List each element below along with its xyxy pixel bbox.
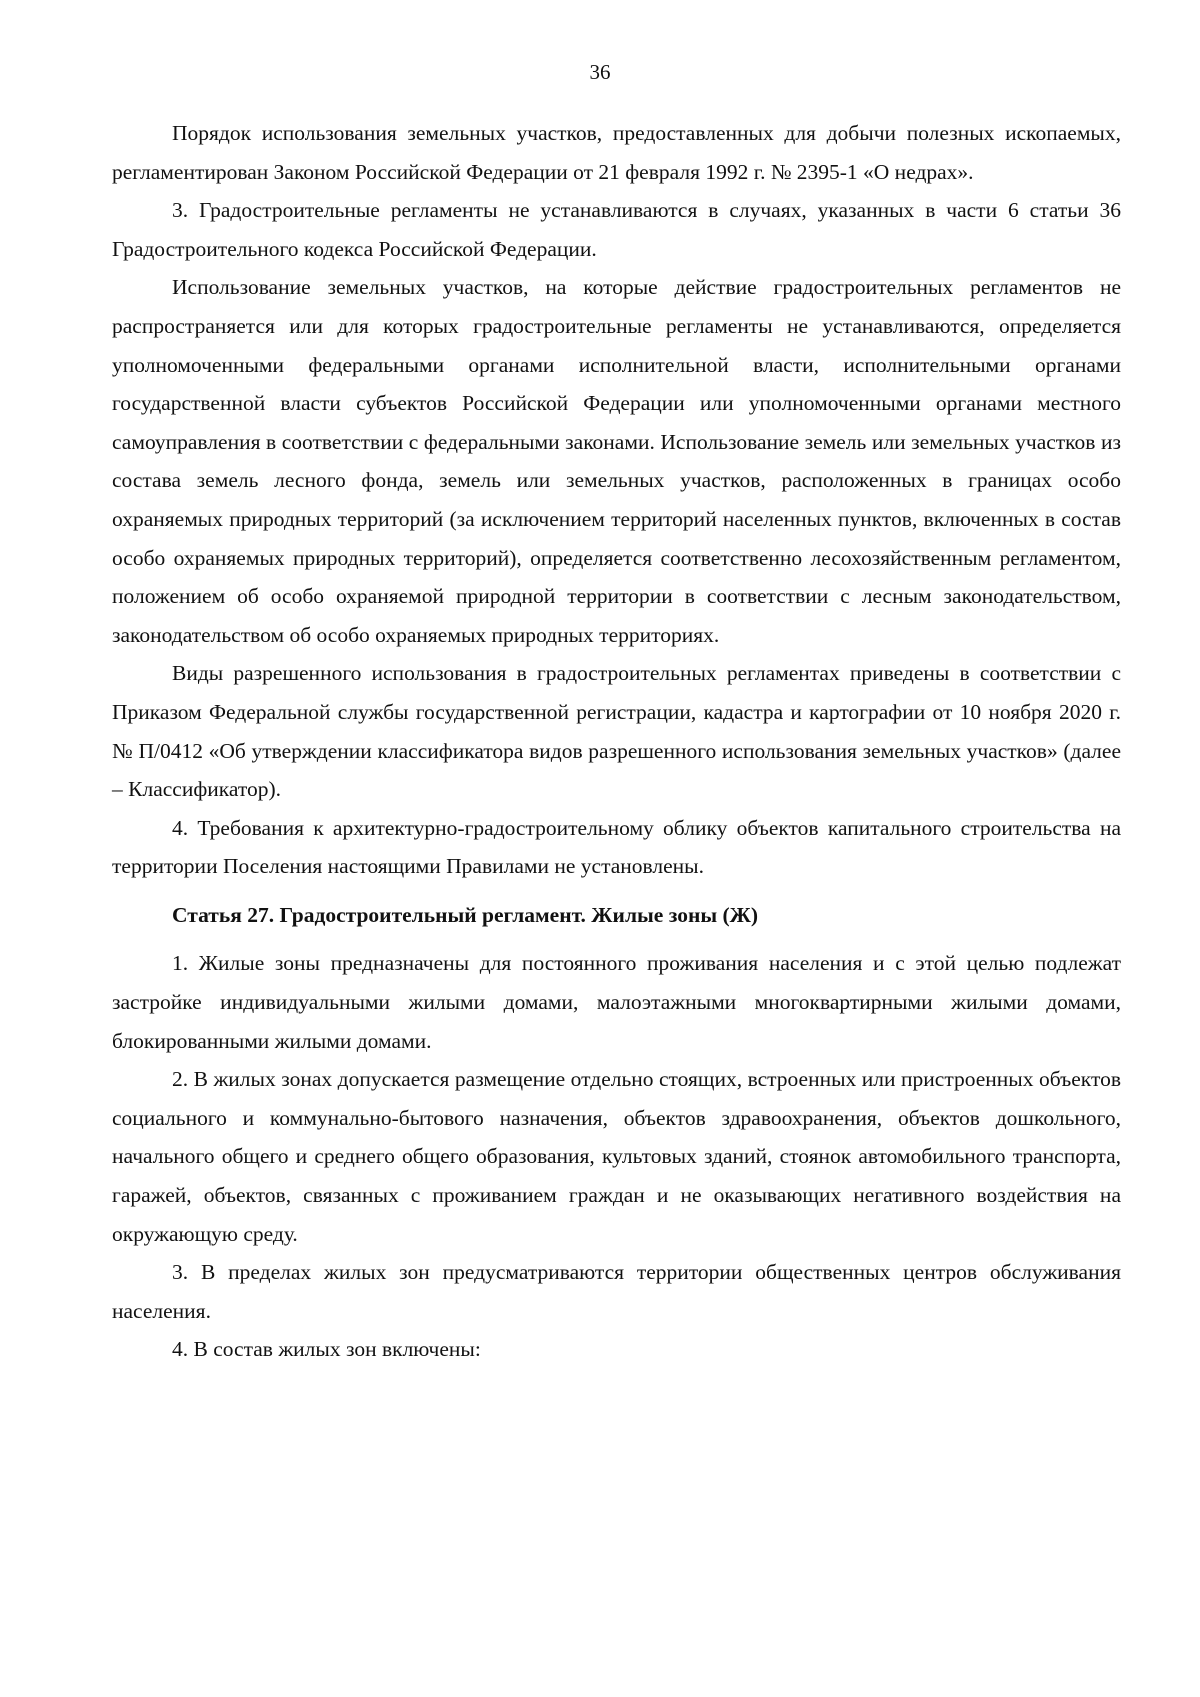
paragraph-subsoil-use: Порядок использования земельных участков, предоставленных для добычи полезных ископаемых, регламентирован Законом Российской Федерации от 21 февраля 1992 г. № 2395-1 «О недрах». — [112, 121, 1121, 184]
article-paragraph-public-centers: 3. В пределах жилых зон предусматриваются территории общественных центров обслуживания населения. — [112, 1260, 1121, 1323]
page-content — [112, 114, 1121, 1369]
article-paragraph-zone-composition: 4. В состав жилых зон включены: — [172, 1337, 481, 1362]
page-number: 36 — [589, 60, 611, 84]
article-heading: Статья 27. Градостроительный регламент. Жилые зоны (Ж) — [172, 902, 759, 927]
paragraph-permitted-use-classifier: Виды разрешенного использования в градостроительных регламентах приведены в соответствии с Приказом Федеральной службы государственной регистрации, кадастра и картографии от 10 ноября 2020 г. № П/0412 «Об утверждении классификатора видов разрешенного использования земельных участков» (далее – Классификатор). — [112, 661, 1121, 802]
paragraph-regulations-not-established: 3. Градостроительные регламенты не устанавливаются в случаях, указанных в части 6 статьи 36 Градостроительного кодекса Российской Федерации. — [112, 198, 1121, 261]
paragraph-architectural-requirements: 4. Требования к архитектурно-градостроительному облику объектов капитального строительства на территории Поселения настоящими Правилами не установлены. — [112, 815, 1121, 879]
paragraph-land-use-determination: Использование земельных участков, на которые действие градостроительных регламентов не распространяется или для которых градостроительные регламенты не устанавливаются, определяется уполномоченными федеральными органами исполнительной власти, исполнительными органами государственной власти субъектов Российской Федерации или уполномоченными органами местного самоуправления в соответствии с федеральными законами. Использование земель или земельных участков из состава земель лесного фонда, земель или земельных участков, расположенных в границах особо охраняемых природных территорий (за исключением территорий населенных пунктов, включенных в состав особо охраняемых природных территорий), определяется соответственно лесохозяйственным регламентом, положением об особо охраняемой природной территории в соответствии с лесным законодательством, законодательством об особо охраняемых природных территориях. — [112, 275, 1121, 647]
article-paragraph-allowed-objects: 2. В жилых зонах допускается размещение отдельно стоящих, встроенных или пристроенных объектов социального и коммунально-бытового назначения, объектов здравоохранения, объектов дошкольного, начального общего и среднего общего образования, культовых зданий, стоянок автомобильного транспорта, гаражей, объектов, связанных с проживанием граждан и не оказывающих негативного воздействия на окружающую среду. — [112, 1067, 1121, 1246]
article-paragraph-residential-purpose: 1. Жилые зоны предназначены для постоянного проживания населения и с этой целью подлежат застройке индивидуальными жилыми домами, малоэтажными многоквартирными жилыми домами, блокированными жилыми домами. — [112, 951, 1121, 1053]
